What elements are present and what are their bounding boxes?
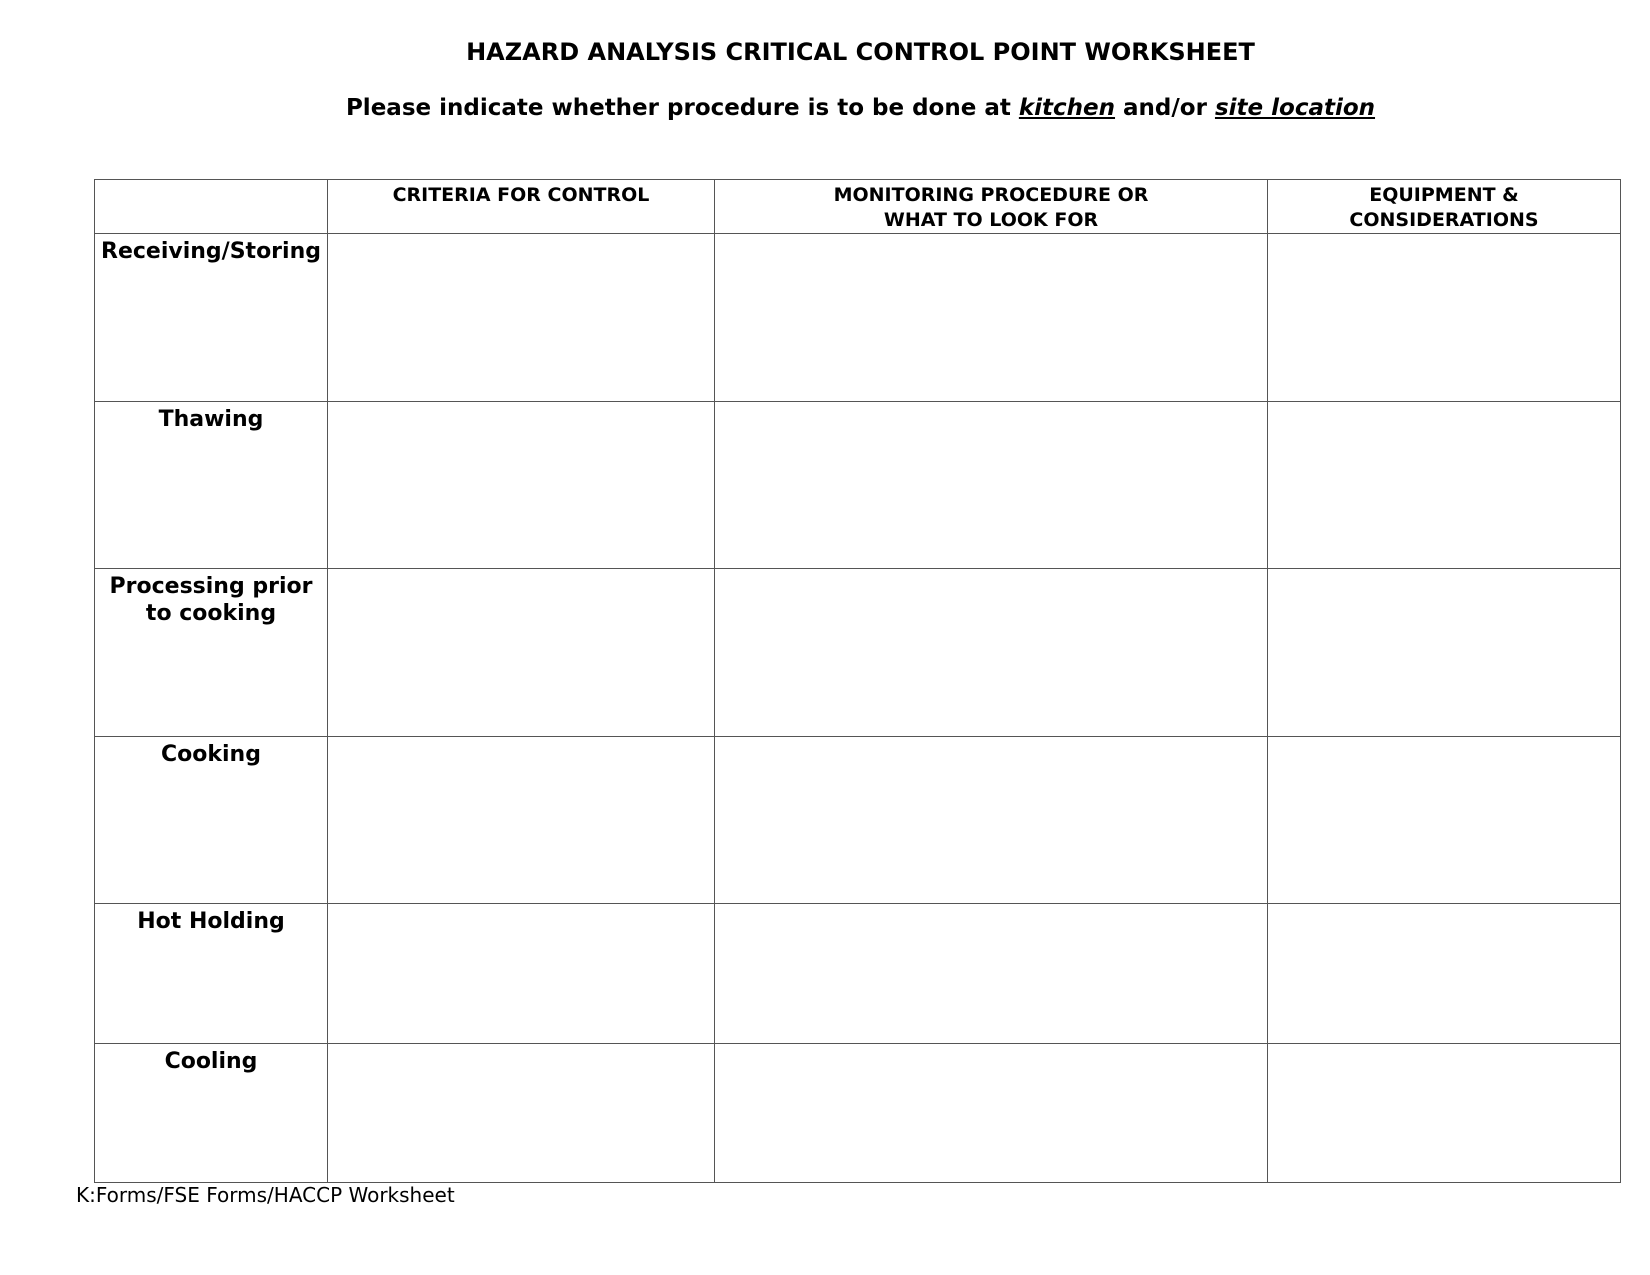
table-row-thawing	[95, 401, 1621, 569]
monitoring-cell[interactable]	[715, 569, 1268, 737]
header-corner-cell	[95, 180, 328, 234]
worksheet-title: HAZARD ANALYSIS CRITICAL CONTROL POINT WORKSHEET	[466, 38, 1255, 66]
table-row-processing-prior-to-cooking	[95, 569, 1621, 737]
equipment-cell[interactable]	[1268, 904, 1621, 1043]
monitoring-cell[interactable]	[715, 401, 1268, 569]
equipment-cell[interactable]	[1268, 736, 1621, 904]
instructions-middle: and/or	[1115, 95, 1215, 121]
kitchen-option: kitchen	[1018, 95, 1116, 121]
table-row-hot-holding	[95, 904, 1621, 1043]
criteria-cell[interactable]	[328, 736, 715, 904]
instructions-prefix: Please indicate whether procedure is to be done at	[345, 95, 1019, 121]
monitoring-cell[interactable]	[715, 736, 1268, 904]
criteria-cell[interactable]	[328, 234, 715, 402]
criteria-cell[interactable]	[328, 904, 715, 1043]
header-monitoring-procedure: MONITORING PROCEDURE OR WHAT TO LOOK FOR	[715, 180, 1268, 234]
header-criteria-for-control: CRITERIA FOR CONTROL	[328, 180, 715, 234]
worksheet-instructions	[0, 95, 1650, 121]
step-label: Processing prior to cooking	[95, 569, 328, 737]
equipment-cell[interactable]	[1268, 234, 1621, 402]
step-label: Cooling	[95, 1043, 328, 1182]
haccp-table	[94, 179, 1621, 1183]
equipment-cell[interactable]	[1268, 569, 1621, 737]
step-label: Cooking	[95, 736, 328, 904]
equipment-cell[interactable]	[1268, 1043, 1621, 1182]
table-row-cooling	[95, 1043, 1621, 1182]
table-row-cooking	[95, 736, 1621, 904]
table-header-row	[95, 180, 1621, 234]
footer-file-path: K:Forms/FSE Forms/HACCP Worksheet	[76, 1183, 455, 1207]
site-location-option: site location	[1214, 95, 1376, 121]
criteria-cell[interactable]	[328, 569, 715, 737]
criteria-cell[interactable]	[328, 1043, 715, 1182]
step-label: Hot Holding	[95, 904, 328, 1043]
monitoring-cell[interactable]	[715, 234, 1268, 402]
monitoring-cell[interactable]	[715, 1043, 1268, 1182]
step-label: Thawing	[95, 401, 328, 569]
step-label: Receiving/Storing	[95, 234, 328, 402]
criteria-cell[interactable]	[328, 401, 715, 569]
monitoring-cell[interactable]	[715, 904, 1268, 1043]
table-row-receiving-storing	[95, 234, 1621, 402]
equipment-cell[interactable]	[1268, 401, 1621, 569]
header-equipment-considerations: EQUIPMENT & CONSIDERATIONS	[1268, 180, 1621, 234]
